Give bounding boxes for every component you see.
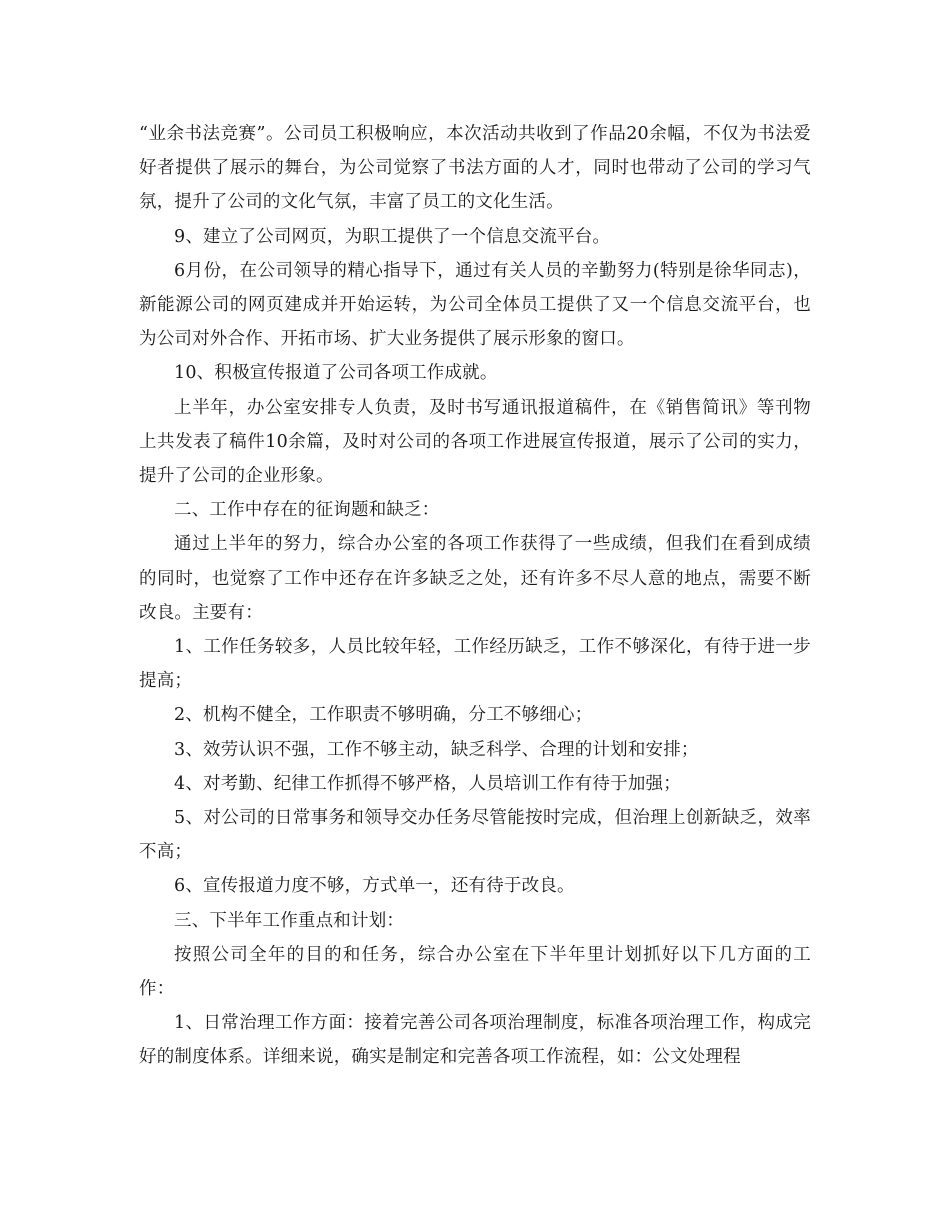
- paragraph-publicity: 上半年，办公室安排专人负责，及时书写通讯报道稿件，在《销售简讯》等刊物上共发表了稿件10余篇，及时对公司的各项工作进展宣传报道，展示了公司的实力，提升了公司的企业形象。: [139, 397, 811, 487]
- paragraph-website: 6月份，在公司领导的精心指导下，通过有关人员的辛勤努力(特别是徐华同志)，新能源公司的网页建成并开始运转，为公司全体员工提供了又一个信息交流平台，也为公司对外合作、开拓市场、扩大业务提供了展示形象的窗口。: [139, 260, 811, 350]
- section-heading-plan: 三、下半年工作重点和计划：: [174, 910, 405, 931]
- problem-item-5: 5、对公司的日常事务和领导交办任务尽管能按时完成，但治理上创新缺乏，效率不高；: [139, 808, 811, 863]
- paragraph-item-10-heading: 10、积极宣传报道了公司各项工作成就。: [174, 363, 498, 384]
- paragraph-plan-intro: 按照公司全年的目的和任务，综合办公室在下半年里计划抓好以下几方面的工作：: [139, 944, 811, 1000]
- problem-item-4: 4、对考勤、纪律工作抓得不够严格，人员培训工作有待于加强；: [174, 773, 681, 794]
- problem-item-1: 1、工作任务较多，人员比较年轻，工作经历缺乏，工作不够深化，有待于进一步提高；: [139, 637, 811, 692]
- section-heading-problems: 二、工作中存在的征询题和缺乏：: [174, 500, 440, 521]
- problem-item-6: 6、宣传报道力度不够，方式单一，还有待于改良。: [174, 876, 575, 897]
- problem-item-2: 2、机构不健全，工作职责不够明确，分工不够细心；: [174, 705, 593, 726]
- paragraph-calligraphy-contest: “业余书法竞赛”。公司员工积极响应，本次活动共收到了作品20余幅，不仅为书法爱好者提供了展示的舞台，为公司觉察了书法方面的人才，同时也带动了公司的学习气氛，提升了公司的文化气氛，丰富了员工的文化生活。: [139, 124, 811, 213]
- paragraph-problems-intro: 通过上半年的努力，综合办公室的各项工作获得了一些成绩，但我们在看到成绩的同时，也觉察了工作中还存在许多缺乏之处，还有许多不尽人意的地点，需要不断改良。主要有：: [139, 534, 811, 623]
- document-body: [139, 117, 811, 1075]
- paragraph-item-9-heading: 9、建立了公司网页，为职工提供了一个信息交流平台。: [174, 226, 611, 247]
- problem-item-3: 3、效劳认识不强，工作不够主动，缺乏科学、合理的计划和安排；: [174, 739, 699, 760]
- plan-item-1: 1、日常治理工作方面：接着完善公司各项治理制度，标准各项治理工作，构成完好的制度体系。详细来说，确实是制定和完善各项工作流程，如：公文处理程: [139, 1013, 811, 1068]
